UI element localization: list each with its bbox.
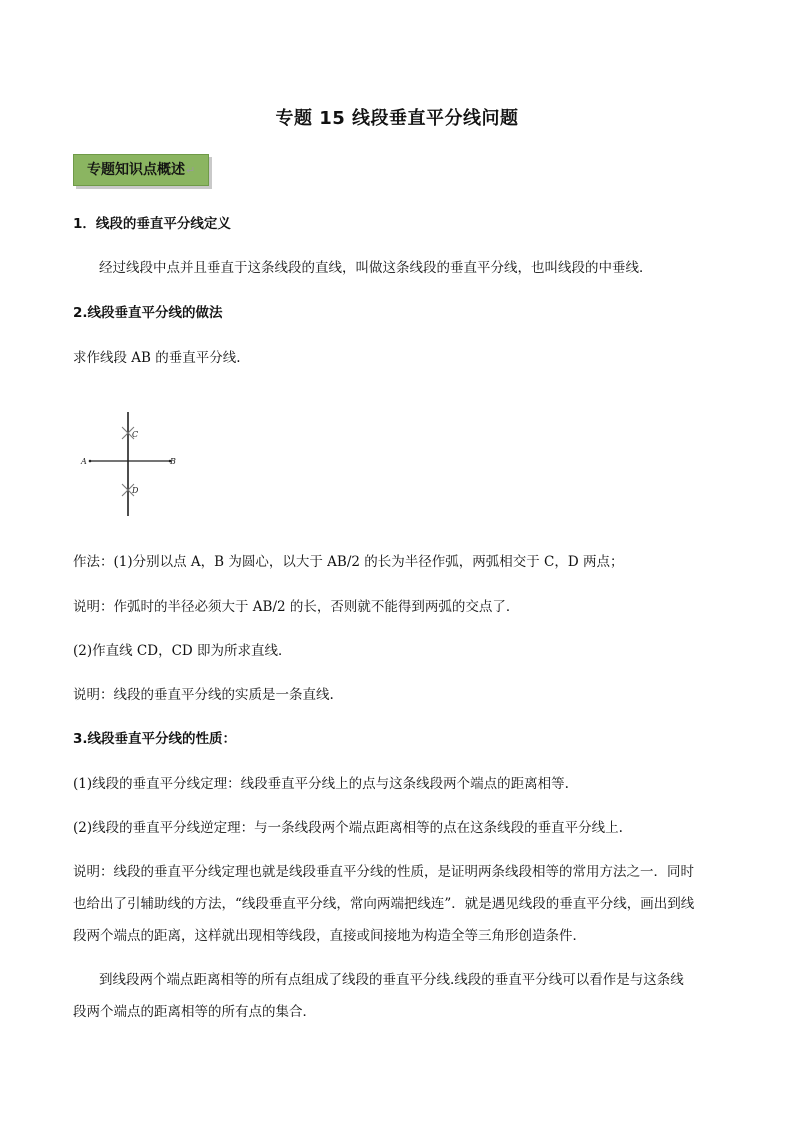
section-tag bbox=[73, 154, 209, 186]
construction-note-1: 说明：作弧时的半径必须大于 AB/2 的长，否则就不能得到两弧的交点了． bbox=[73, 599, 520, 615]
section-tag-label: 专题知识点概述 bbox=[87, 162, 185, 178]
property-note-line-2: 也给出了引辅助线的方法，“线段垂直平分线，常向两端把线连”．就是遇见线段的垂直平分线，画出到线 bbox=[73, 896, 695, 912]
point-a bbox=[89, 460, 92, 463]
section-1-heading: 1．线段的垂直平分线定义 bbox=[73, 216, 231, 232]
section-2-heading: 2.线段垂直平分线的做法 bbox=[73, 305, 223, 321]
label-a: A bbox=[81, 457, 87, 466]
property-item-1: (1)线段的垂直平分线定理：线段垂直平分线上的点与这条线段两个端点的距离相等. bbox=[73, 776, 569, 792]
paragraph-mark-icon: ↵ bbox=[186, 164, 196, 177]
label-c: C bbox=[132, 430, 139, 439]
section-1-body: 经过线段中点并且垂直于这条线段的直线，叫做这条线段的垂直平分线，也叫线段的中垂线． bbox=[99, 260, 653, 276]
perpendicular-bisector-figure bbox=[78, 408, 188, 520]
construction-note-2: 说明：线段的垂直平分线的实质是一条直线. bbox=[73, 687, 334, 703]
construction-step-2: (2)作直线 CD，CD 即为所求直线． bbox=[73, 643, 292, 659]
label-b: B bbox=[170, 457, 176, 466]
label-d: D bbox=[132, 486, 139, 495]
section-2-intro: 求作线段 AB 的垂直平分线. bbox=[73, 350, 241, 366]
construction-step-1: 作法：(1)分别以点 A，B 为圆心，以大于 AB/2 的长为半径作弧，两弧相交于 C，D 两点； bbox=[73, 554, 624, 570]
property-note-line-1: 说明：线段的垂直平分线定理也就是线段垂直平分线的性质，是证明两条线段相等的常用方法之一．同时 bbox=[73, 864, 694, 880]
property-note-line-3: 段两个端点的距离，这样就出现相等线段，直接或间接地为构造全等三角形创造条件． bbox=[73, 928, 586, 944]
property-item-2: (2)线段的垂直平分线逆定理：与一条线段两个端点距离相等的点在这条线段的垂直平分线上. bbox=[73, 820, 623, 836]
section-3-heading: 3.线段垂直平分线的性质： bbox=[73, 731, 237, 747]
page-title: 专题 15 线段垂直平分线问题 bbox=[275, 108, 519, 129]
conclusion-line-2: 段两个端点的距离相等的所有点的集合． bbox=[73, 1004, 316, 1020]
conclusion-line-1: 到线段两个端点距离相等的所有点组成了线段的垂直平分线.线段的垂直平分线可以看作是与这条线 bbox=[99, 972, 684, 988]
